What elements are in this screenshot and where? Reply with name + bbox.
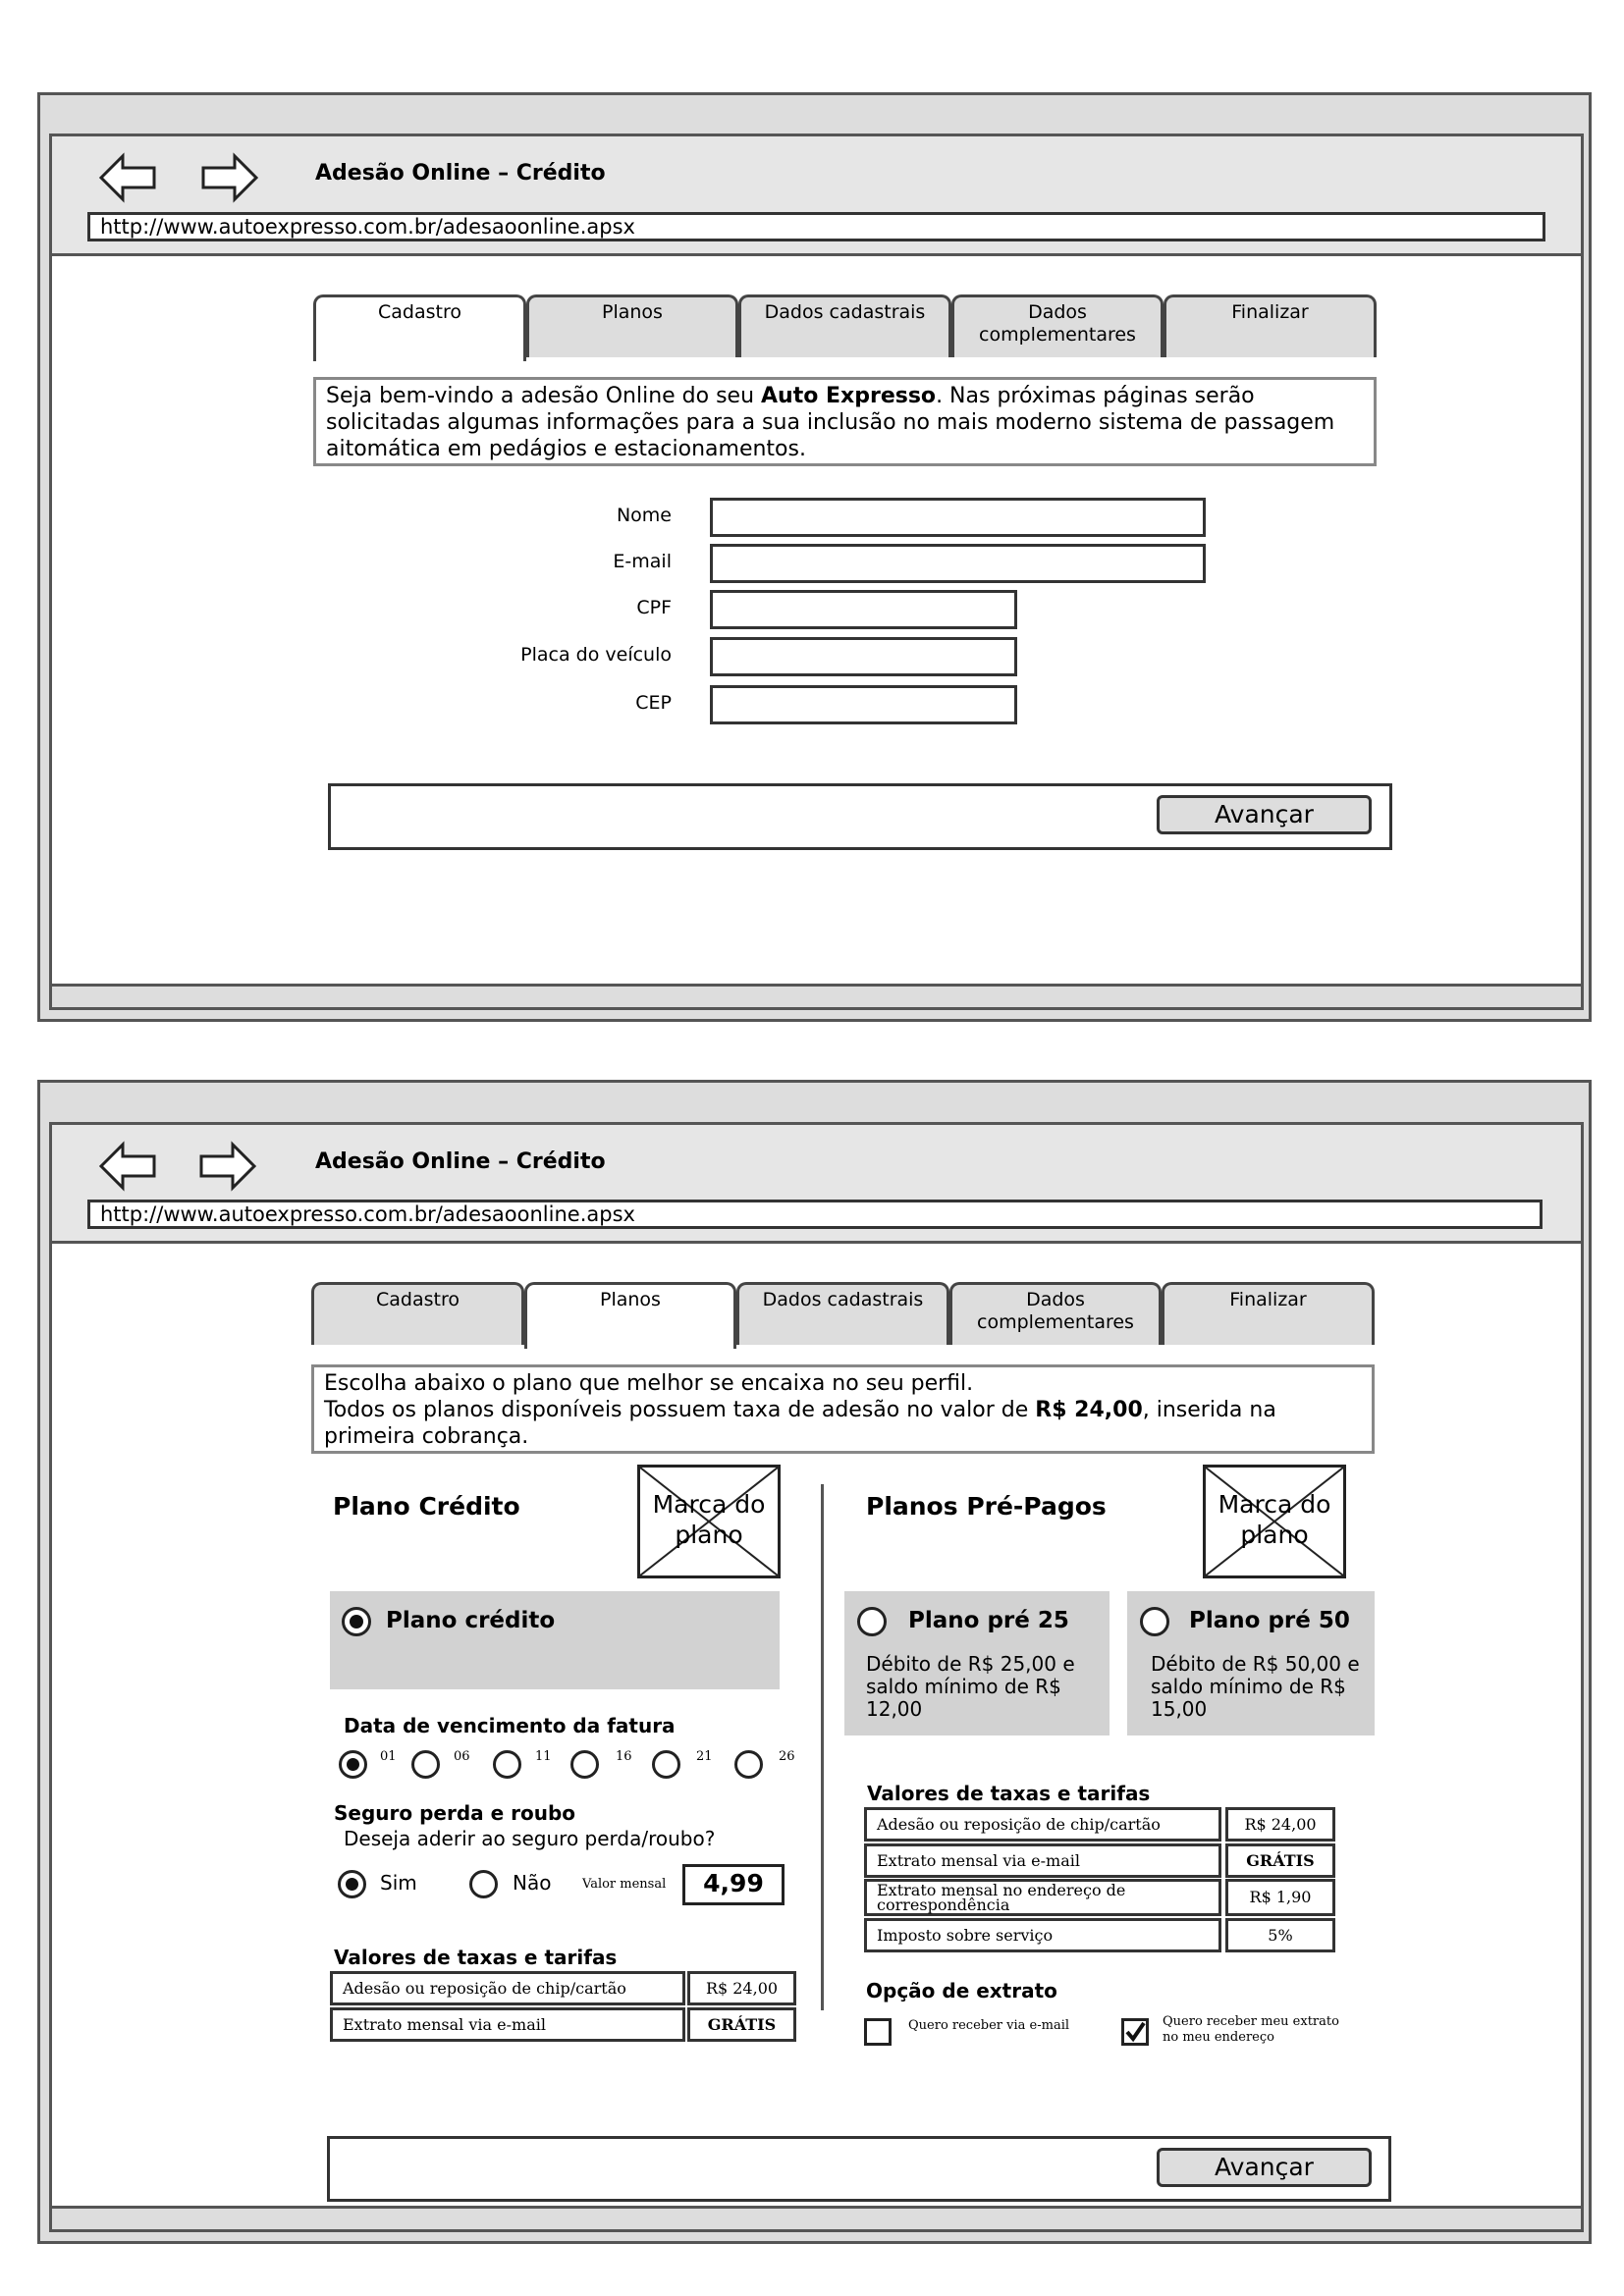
column-divider	[821, 1484, 824, 2010]
plans-intro-text: Escolha abaixo o plano que melhor se encaixa no seu perfil. Todos os planos disponíveis possuem taxa de adesão no valor de R$ 24,00, inserida na primeira cobrança.	[311, 1364, 1375, 1454]
insurance-no-radio[interactable]	[469, 1870, 498, 1898]
input-cep[interactable]	[710, 685, 1017, 724]
fee-value-cell: GRÁTIS	[687, 2007, 796, 2042]
tab-finalizar[interactable]: Finalizar	[1164, 294, 1377, 357]
plano-credito-option[interactable]	[330, 1591, 780, 1689]
statement-address-checkbox[interactable]	[1121, 2018, 1149, 2046]
label-nome: Nome	[616, 505, 672, 526]
screen2-window	[49, 1122, 1584, 2232]
label-placa: Placa do veículo	[520, 644, 672, 666]
label-cep: CEP	[635, 692, 672, 714]
fee-value-cell: R$ 1,90	[1225, 1879, 1335, 1916]
status-bar	[52, 2206, 1581, 2229]
insurance-yes-radio[interactable]	[338, 1870, 366, 1898]
url-bar[interactable]: http://www.autoexpresso.com.br/adesaoonline.apsx	[87, 212, 1545, 241]
plano-pre-50-radio[interactable]	[1140, 1607, 1169, 1636]
monthly-value-field: 4,99	[682, 1864, 785, 1905]
statement-address-label: Quero receber meu extrato no meu endereço	[1163, 2014, 1339, 2045]
plano-credito-radio[interactable]	[342, 1607, 371, 1636]
statement-email-label: Quero receber via e-mail	[908, 2018, 1070, 2033]
url-bar[interactable]: http://www.autoexpresso.com.br/adesaoonline.apsx	[87, 1200, 1543, 1229]
plano-pre-50-label: Plano pré 50	[1189, 1608, 1350, 1633]
due-date-radio-21[interactable]	[652, 1750, 680, 1779]
plano-credito-heading: Plano Crédito	[333, 1492, 520, 1521]
plano-pre-25-desc: Débito de R$ 25,00 e saldo mínimo de R$ 12,00	[866, 1652, 1075, 1721]
back-arrow-icon[interactable]	[97, 1141, 158, 1192]
tab-dados-cadastrais[interactable]: Dados cadastrais	[736, 1282, 949, 1345]
due-date-radio-11[interactable]	[493, 1750, 521, 1779]
insurance-yes-label: Sim	[380, 1871, 417, 1895]
credit-fees-heading: Valores de taxas e tarifas	[334, 1946, 618, 1969]
plano-credito-label: Plano crédito	[386, 1608, 556, 1633]
footer-bar	[327, 2136, 1391, 2202]
plan-logo-placeholder: Marca do plano	[637, 1465, 781, 1578]
browser-chrome	[52, 136, 1581, 256]
due-date-label: 01	[380, 1749, 397, 1764]
tab-dados-complementares[interactable]: Dados complementares	[949, 1282, 1162, 1345]
due-date-heading: Data de vencimento da fatura	[344, 1714, 676, 1737]
tab-cadastro[interactable]: Cadastro	[311, 1282, 524, 1345]
input-email[interactable]	[710, 544, 1206, 583]
tab-dados-cadastrais[interactable]: Dados cadastrais	[738, 294, 951, 357]
window-title: Adesão Online – Crédito	[315, 1149, 606, 1174]
fee-value-cell: GRÁTIS	[1225, 1843, 1335, 1878]
statement-email-checkbox[interactable]	[864, 2018, 892, 2046]
fee-label-cell: Imposto sobre serviço	[864, 1918, 1221, 1952]
adhesion-fee: R$ 24,00	[1035, 1398, 1143, 1422]
plano-pre-25-label: Plano pré 25	[908, 1608, 1069, 1633]
insurance-no-label: Não	[513, 1871, 552, 1895]
window-title: Adesão Online – Crédito	[315, 161, 606, 186]
fee-value-cell: R$ 24,00	[1225, 1807, 1335, 1842]
tab-cadastro[interactable]: Cadastro	[313, 294, 526, 361]
plan-logo-placeholder: Marca do plano	[1203, 1465, 1346, 1578]
due-date-label: 26	[779, 1749, 795, 1764]
due-date-radio-26[interactable]	[734, 1750, 763, 1779]
due-date-label: 11	[535, 1749, 552, 1764]
due-date-label: 06	[454, 1749, 470, 1764]
fee-label-cell: Extrato mensal via e-mail	[330, 2007, 685, 2042]
back-arrow-icon[interactable]	[97, 152, 158, 203]
due-date-radio-01[interactable]	[339, 1750, 367, 1779]
input-placa[interactable]	[710, 637, 1017, 676]
brand-name: Auto Expresso	[761, 384, 937, 408]
tab-finalizar[interactable]: Finalizar	[1162, 1282, 1375, 1345]
due-date-label: 21	[696, 1749, 713, 1764]
avancar-button[interactable]: Avançar	[1157, 2148, 1372, 2187]
planos-pre-pagos-heading: Planos Pré-Pagos	[866, 1492, 1107, 1521]
insurance-question: Deseja aderir ao seguro perda/roubo?	[344, 1827, 716, 1850]
plano-pre-50-option[interactable]	[1127, 1591, 1375, 1735]
checkmark-icon	[1124, 2021, 1146, 2043]
fee-label-cell: Extrato mensal no endereço de correspondência	[864, 1879, 1221, 1916]
plano-pre-50-desc: Débito de R$ 50,00 e saldo mínimo de R$ 15,00	[1151, 1652, 1360, 1721]
due-date-radio-06[interactable]	[411, 1750, 440, 1779]
avancar-button[interactable]: Avançar	[1157, 795, 1372, 834]
label-email: E-mail	[613, 551, 672, 572]
due-date-label: 16	[616, 1749, 632, 1764]
fee-value-cell: R$ 24,00	[687, 1971, 796, 2005]
label-cpf: CPF	[636, 597, 672, 618]
tab-dados-complementares[interactable]: Dados complementares	[951, 294, 1164, 357]
forward-arrow-icon[interactable]	[197, 1141, 258, 1192]
fee-label-cell: Adesão ou reposição de chip/cartão	[330, 1971, 685, 2005]
plano-pre-25-option[interactable]	[844, 1591, 1110, 1735]
fee-label-cell: Extrato mensal via e-mail	[864, 1843, 1221, 1878]
status-bar	[52, 984, 1581, 1007]
input-cpf[interactable]	[710, 590, 1017, 629]
tab-planos[interactable]: Planos	[524, 1282, 736, 1349]
input-nome[interactable]	[710, 498, 1206, 537]
plano-pre-25-radio[interactable]	[857, 1607, 887, 1636]
browser-chrome	[52, 1125, 1581, 1244]
insurance-heading: Seguro perda e roubo	[334, 1801, 576, 1825]
tab-planos[interactable]: Planos	[526, 294, 738, 357]
monthly-value-label: Valor mensal	[582, 1877, 667, 1892]
fee-value-cell: 5%	[1225, 1918, 1335, 1952]
prepaid-fees-heading: Valores de taxas e tarifas	[867, 1782, 1151, 1805]
footer-bar	[328, 783, 1392, 850]
forward-arrow-icon[interactable]	[199, 152, 260, 203]
due-date-radio-16[interactable]	[570, 1750, 599, 1779]
welcome-text: Seja bem-vindo a adesão Online do seu Auto Expresso. Nas próximas páginas serão solicitadas algumas informações para a sua inclusão no mais moderno sistema de passagem aitomática em pedágios e estacionamentos.	[313, 377, 1377, 466]
statement-heading: Opção de extrato	[866, 1979, 1057, 2002]
screen1-window	[49, 133, 1584, 1010]
fee-label-cell: Adesão ou reposição de chip/cartão	[864, 1807, 1221, 1842]
